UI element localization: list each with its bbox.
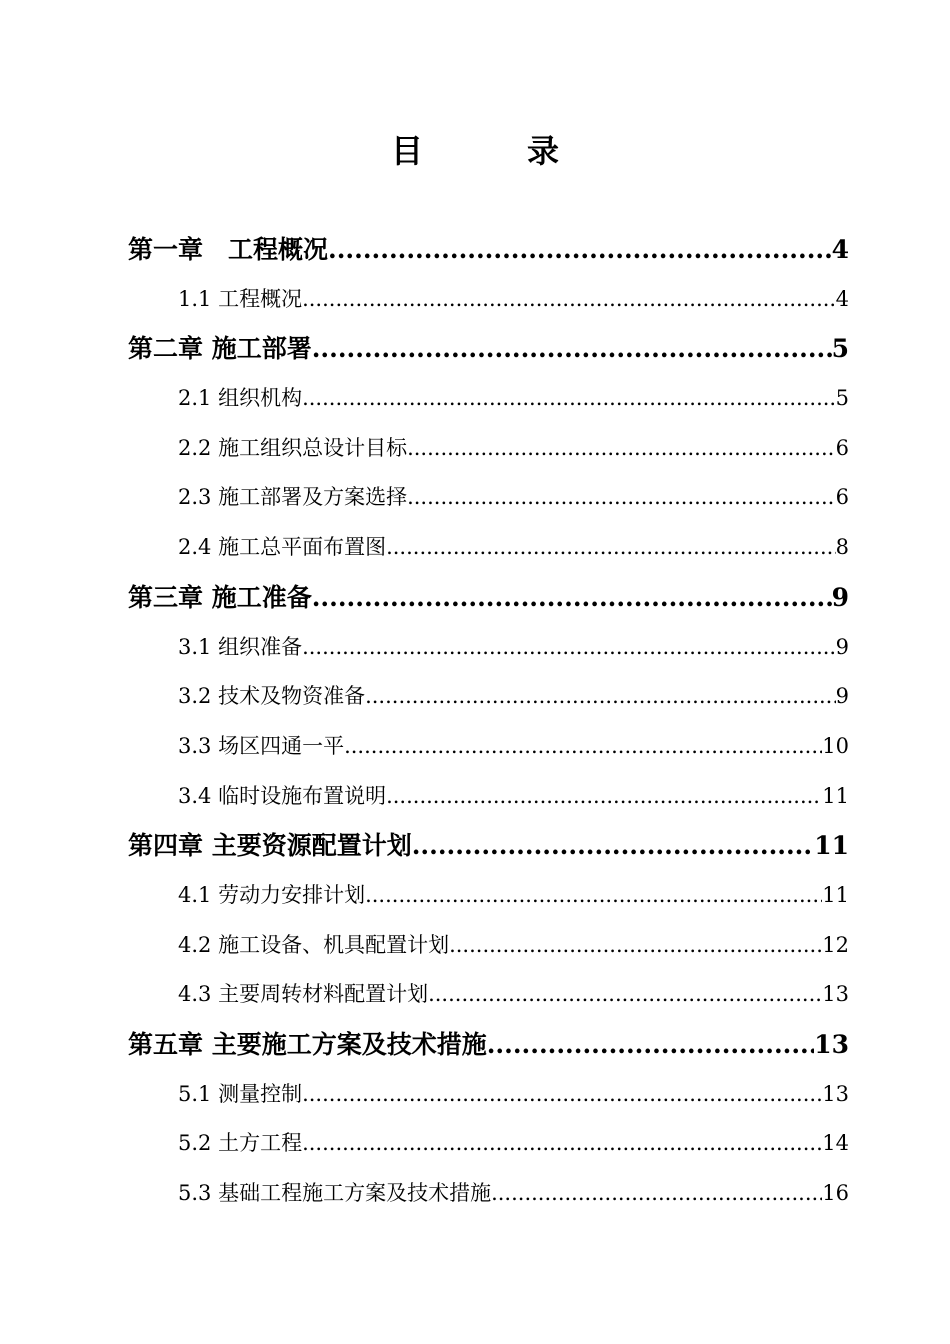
toc-entry-page: 9 xyxy=(831,582,849,612)
toc-leader-dots xyxy=(312,324,832,374)
toc-leader-dots xyxy=(302,623,836,673)
toc-entry[interactable] xyxy=(0,821,950,871)
toc-leader-dots xyxy=(407,473,836,523)
toc-leader-dots xyxy=(328,225,832,275)
toc-entry-page: 4 xyxy=(831,235,849,264)
toc-leader-dots xyxy=(302,1119,822,1169)
toc-entry-page: 10 xyxy=(822,733,849,758)
toc-leader-dots xyxy=(491,1169,822,1219)
toc-leader-dots xyxy=(365,672,836,722)
toc-entry-text: 3.2 技术及物资准备 xyxy=(178,684,366,709)
toc-entry-text: 1.1 工程概况 xyxy=(178,286,303,311)
toc-entry[interactable] xyxy=(0,424,950,474)
toc-leader-dots xyxy=(487,1020,814,1070)
toc-entry[interactable] xyxy=(0,523,950,573)
toc-entry-text: 3.4 临时设施布置说明 xyxy=(178,783,387,808)
toc-entry-text: 2.3 施工部署及方案选择 xyxy=(178,485,408,510)
toc-entry-page: 4 xyxy=(835,286,849,311)
toc-entry[interactable] xyxy=(0,473,950,523)
toc-entry[interactable] xyxy=(0,722,950,772)
toc-entry[interactable] xyxy=(0,275,950,325)
toc-entry-page: 16 xyxy=(822,1181,849,1206)
toc-entry-text: 2.4 施工总平面布置图 xyxy=(178,535,387,560)
toc-leader-dots xyxy=(302,1070,822,1120)
toc-entry[interactable] xyxy=(0,1119,950,1169)
toc-leader-dots xyxy=(412,821,814,871)
toc-entry[interactable] xyxy=(0,1020,950,1070)
toc-entry-page: 13 xyxy=(822,1081,849,1106)
toc-entry-page: 9 xyxy=(835,634,849,659)
toc-entry-page: 6 xyxy=(835,485,849,510)
toc-entry[interactable] xyxy=(0,921,950,971)
toc-entry-page: 8 xyxy=(835,535,849,560)
toc-leader-dots xyxy=(386,523,836,573)
toc-leader-dots xyxy=(344,722,822,772)
table-of-contents xyxy=(0,225,950,1219)
toc-entry-text: 4.1 劳动力安排计划 xyxy=(178,882,366,907)
toc-entry-page: 9 xyxy=(835,684,849,709)
toc-entry-text: 2.1 组织机构 xyxy=(178,386,303,411)
toc-leader-dots xyxy=(365,871,822,921)
toc-entry-page: 14 xyxy=(822,1131,849,1156)
toc-leader-dots xyxy=(386,772,822,822)
toc-entry-page: 13 xyxy=(822,982,849,1007)
toc-entry[interactable] xyxy=(0,970,950,1020)
toc-entry-text: 第五章 主要施工方案及技术措施 xyxy=(128,1030,487,1059)
toc-entry-page: 11 xyxy=(822,882,849,907)
toc-entry-page: 5 xyxy=(835,386,849,411)
toc-leader-dots xyxy=(428,970,822,1020)
toc-entry[interactable] xyxy=(0,672,950,722)
toc-entry-text: 4.2 施工设备、机具配置计划 xyxy=(178,932,450,957)
toc-leader-dots xyxy=(302,275,836,325)
toc-leader-dots xyxy=(407,424,836,474)
toc-leader-dots xyxy=(449,921,822,971)
toc-entry-text: 5.2 土方工程 xyxy=(178,1131,303,1156)
toc-entry[interactable] xyxy=(0,772,950,822)
toc-entry[interactable] xyxy=(0,324,950,374)
toc-entry-text: 3.1 组织准备 xyxy=(178,634,303,659)
toc-entry[interactable] xyxy=(0,573,950,623)
toc-entry-page: 11 xyxy=(822,783,849,808)
toc-entry-text: 3.3 场区四通一平 xyxy=(178,733,345,758)
toc-entry-text: 第一章 工程概况 xyxy=(128,235,329,264)
toc-entry-text: 5.3 基础工程施工方案及技术措施 xyxy=(178,1181,492,1206)
toc-entry-page: 5 xyxy=(831,334,849,364)
toc-leader-dots xyxy=(312,573,832,623)
toc-entry-text: 5.1 测量控制 xyxy=(178,1081,303,1106)
toc-entry-page: 13 xyxy=(814,1030,849,1059)
toc-entry[interactable] xyxy=(0,1169,950,1219)
toc-entry-text: 2.2 施工组织总设计目标 xyxy=(178,435,408,460)
toc-entry-text: 第三章 施工准备 xyxy=(128,582,312,612)
toc-entry[interactable] xyxy=(0,623,950,673)
toc-leader-dots xyxy=(302,374,836,424)
toc-entry[interactable] xyxy=(0,225,950,275)
toc-entry[interactable] xyxy=(0,871,950,921)
toc-entry[interactable] xyxy=(0,1070,950,1120)
page-title: 目 录 xyxy=(390,132,595,170)
toc-entry-text: 4.3 主要周转材料配置计划 xyxy=(178,982,429,1007)
toc-entry-page: 11 xyxy=(814,831,849,861)
toc-entry[interactable] xyxy=(0,374,950,424)
toc-entry-text: 第四章 主要资源配置计划 xyxy=(128,831,412,861)
toc-entry-page: 12 xyxy=(822,932,849,957)
toc-entry-text: 第二章 施工部署 xyxy=(128,334,312,364)
toc-entry-page: 6 xyxy=(835,435,849,460)
